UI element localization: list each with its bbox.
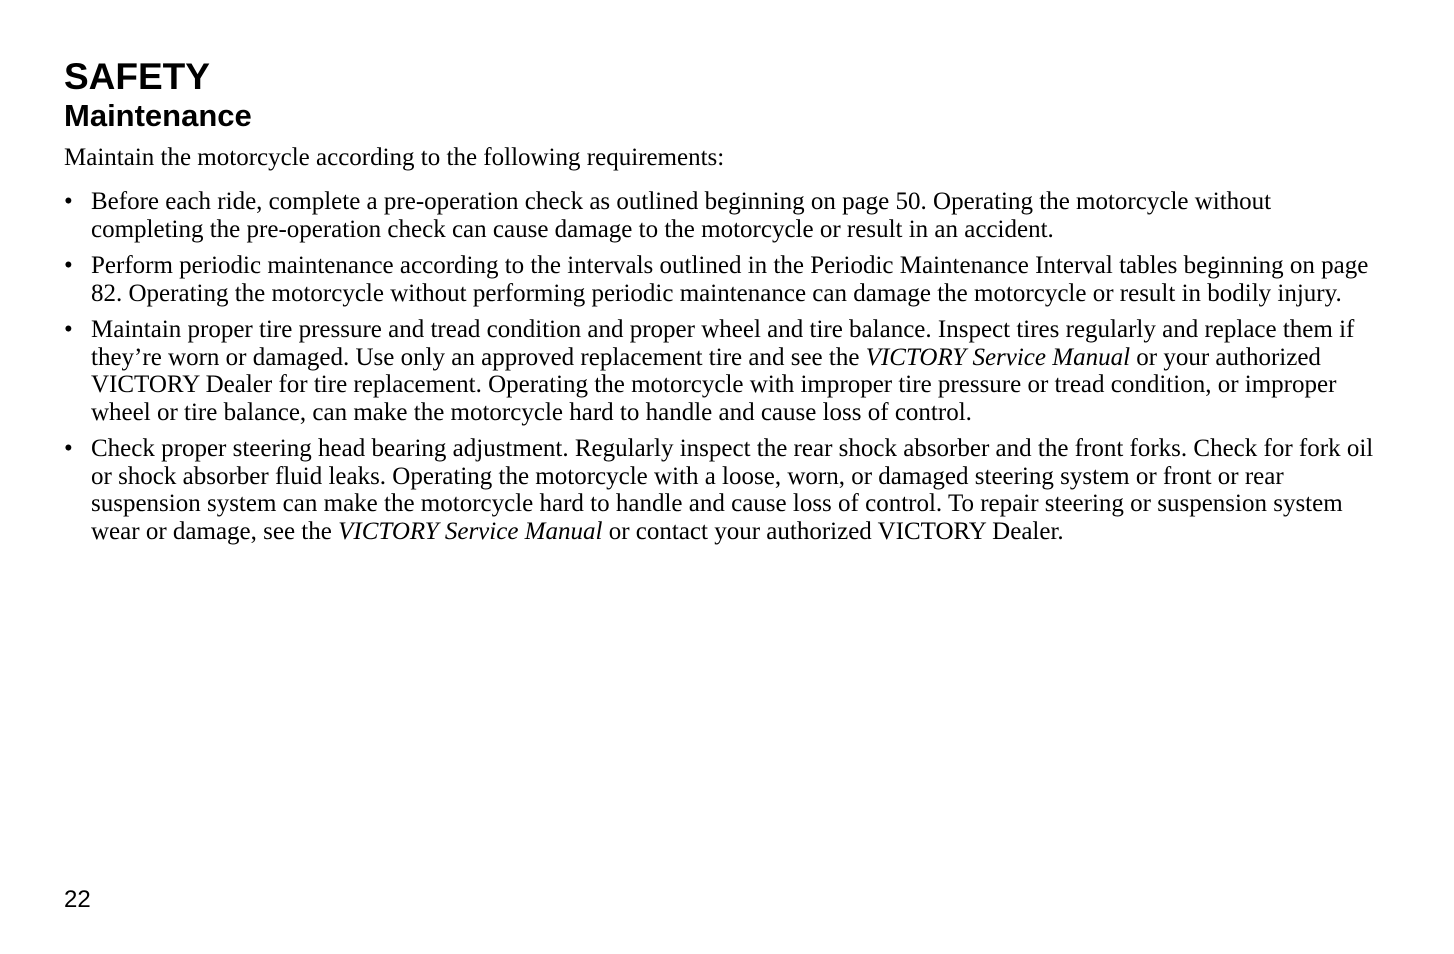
manual-title-ref: VICTORY Service Manual bbox=[338, 517, 603, 545]
bullet-icon: • bbox=[64, 188, 73, 215]
section-title: SAFETY bbox=[64, 56, 210, 97]
bullet-icon: • bbox=[64, 435, 73, 462]
bullet-icon: • bbox=[64, 316, 73, 343]
subsection-title: Maintenance bbox=[64, 98, 252, 133]
list-item bbox=[64, 316, 1374, 426]
list-item-text: or your authorized VICTORY Dealer for tire replacement. Operating the motorcycle with improper tire pressure or tread condition, or improper wheel or tire balance, can make the motorcycle hard to handle and cause loss of control. bbox=[91, 343, 1337, 426]
bullet-icon: • bbox=[64, 252, 73, 279]
list-item-text: Perform periodic maintenance according to the intervals outlined in the Periodic Maintenance Interval tables beginning on page 82. Operating the motorcycle without performing periodic maintenance can damage the motorcycle or result in bodily injury. bbox=[91, 252, 1369, 307]
requirements-list bbox=[64, 188, 1374, 545]
list-item-text: Check proper steering head bearing adjustment. Regularly inspect the rear shock absorber and the front forks. Check for fork oil or shock absorber fluid leaks. Operating the motorcycle with a loose, worn, or damaged steering system or front or rear suspension system can make the motorcycle hard to handle and cause loss of control. To repair steering or suspension system wear or damage, see the bbox=[91, 435, 1374, 545]
list-item bbox=[64, 188, 1374, 243]
list-item-text: Before each ride, complete a pre-operation check as outlined beginning on page 50. Operating the motorcycle without completing the pre-operation check can cause damage to the motorcycle or result in an accident. bbox=[91, 188, 1272, 243]
list-item-text: or contact your authorized VICTORY Dealer. bbox=[602, 517, 1064, 545]
list-item-text: Maintain proper tire pressure and tread condition and proper wheel and tire balance. Inspect tires regularly and replace them if they’re worn or damaged. Use only an approved replacement tire and see the bbox=[91, 316, 1355, 371]
list-item bbox=[64, 252, 1374, 307]
manual-page bbox=[64, 56, 1374, 554]
manual-title-ref: VICTORY Service Manual bbox=[865, 343, 1131, 371]
intro-paragraph: Maintain the motorcycle according to the following requirements: bbox=[64, 144, 725, 171]
list-item bbox=[64, 435, 1374, 545]
page-number: 22 bbox=[64, 886, 91, 913]
